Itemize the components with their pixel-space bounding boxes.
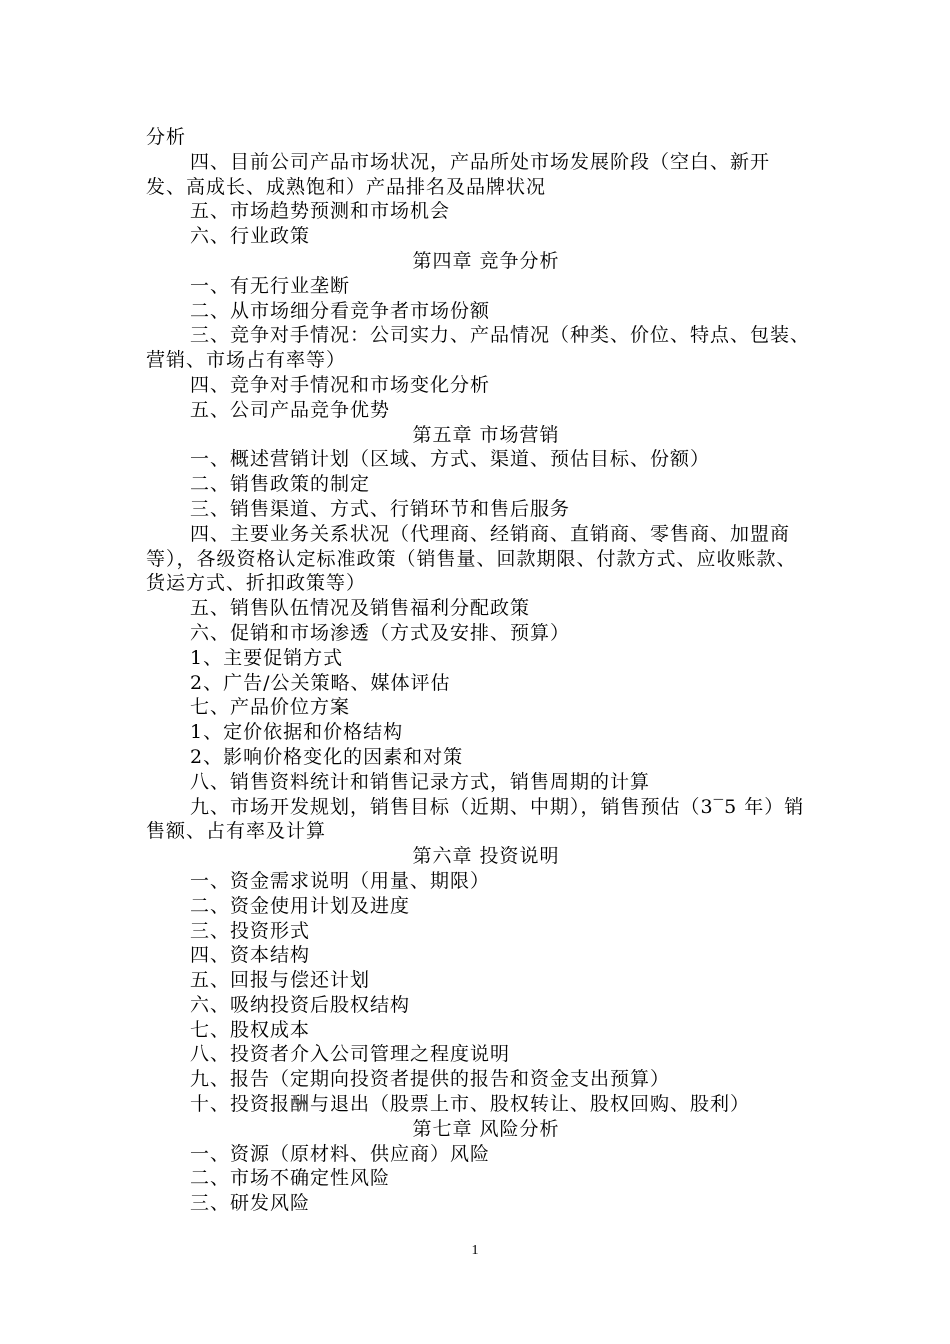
- document-line: 三、研发风险: [190, 1192, 311, 1215]
- chapter-heading: 第七章 风险分析: [412, 1117, 560, 1140]
- document-line: 四、资本结构: [190, 944, 311, 967]
- document-line: 五、市场趋势预测和市场机会: [190, 200, 451, 223]
- document-line: 六、行业政策: [190, 225, 311, 248]
- document-line: 货运方式、折扣政策等）: [146, 572, 367, 595]
- document-line: 九、报告（定期向投资者提供的报告和资金支出预算）: [190, 1068, 671, 1091]
- chapter-heading: 第四章 竞争分析: [412, 249, 560, 272]
- document-line: 十、投资报酬与退出（股票上市、股权转让、股权回购、股利）: [190, 1093, 751, 1116]
- document-line: 2、广告/公关策略、媒体评估: [190, 671, 451, 694]
- document-line: 发、高成长、成熟饱和）产品排名及品牌状况: [146, 175, 547, 198]
- document-line: 八、销售资料统计和销售记录方式，销售周期的计算: [190, 770, 651, 793]
- document-line: 六、吸纳投资后股权结构: [190, 993, 411, 1016]
- document-line: 二、市场不确定性风险: [190, 1167, 391, 1190]
- document-line: 2、影响价格变化的因素和对策: [190, 745, 464, 768]
- document-line: 四、主要业务关系状况（代理商、经销商、直销商、零售商、加盟商: [190, 522, 791, 545]
- document-line: 营销、市场占有率等）: [146, 349, 347, 372]
- document-line: 一、资源（原材料、供应商）风险: [190, 1142, 491, 1165]
- document-line: 四、竞争对手情况和市场变化分析: [190, 373, 491, 396]
- document-line: 六、促销和市场渗透（方式及安排、预算）: [190, 621, 571, 644]
- document-line: 七、产品价位方案: [190, 696, 351, 719]
- document-line: 1、主要促销方式: [190, 646, 344, 669]
- document-line: 三、投资形式: [190, 919, 311, 942]
- document-line: 八、投资者介入公司管理之程度说明: [190, 1043, 511, 1066]
- document-line: 五、回报与偿还计划: [190, 969, 371, 992]
- document-line: 五、销售队伍情况及销售福利分配政策: [190, 597, 531, 620]
- document-body: [146, 125, 826, 1216]
- document-line: 二、资金使用计划及进度: [190, 894, 411, 917]
- document-line: 分析: [146, 126, 187, 148]
- chapter-heading: 第六章 投资说明: [412, 845, 560, 868]
- document-line: 五、公司产品竞争优势: [190, 398, 391, 421]
- document-line: 售额、占有率及计算: [146, 820, 327, 843]
- document-line: 七、股权成本: [190, 1018, 311, 1041]
- document-line: 二、从市场细分看竞争者市场份额: [190, 299, 491, 322]
- document-line: 三、竞争对手情况：公司实力、产品情况（种类、价位、特点、包装、: [190, 324, 811, 347]
- document-line: 一、有无行业垄断: [190, 274, 351, 297]
- document-line: 四、目前公司产品市场状况，产品所处市场发展阶段（空白、新开: [190, 150, 771, 173]
- document-line: 一、概述营销计划（区域、方式、渠道、预估目标、份额）: [190, 448, 711, 471]
- document-line: 九、市场开发规划，销售目标（近期、中期），销售预估（3‾5 年）销: [190, 795, 805, 818]
- document-line: 三、销售渠道、方式、行销环节和售后服务: [190, 497, 571, 520]
- document-line: 等），各级资格认定标准政策（销售量、回款期限、付款方式、应收账款、: [146, 547, 797, 570]
- chapter-heading: 第五章 市场营销: [412, 423, 560, 446]
- document-line: 一、资金需求说明（用量、期限）: [190, 869, 491, 892]
- document-line: 1、定价依据和价格结构: [190, 721, 404, 744]
- page-number: 1: [471, 1243, 479, 1258]
- document-line: 二、销售政策的制定: [190, 473, 371, 496]
